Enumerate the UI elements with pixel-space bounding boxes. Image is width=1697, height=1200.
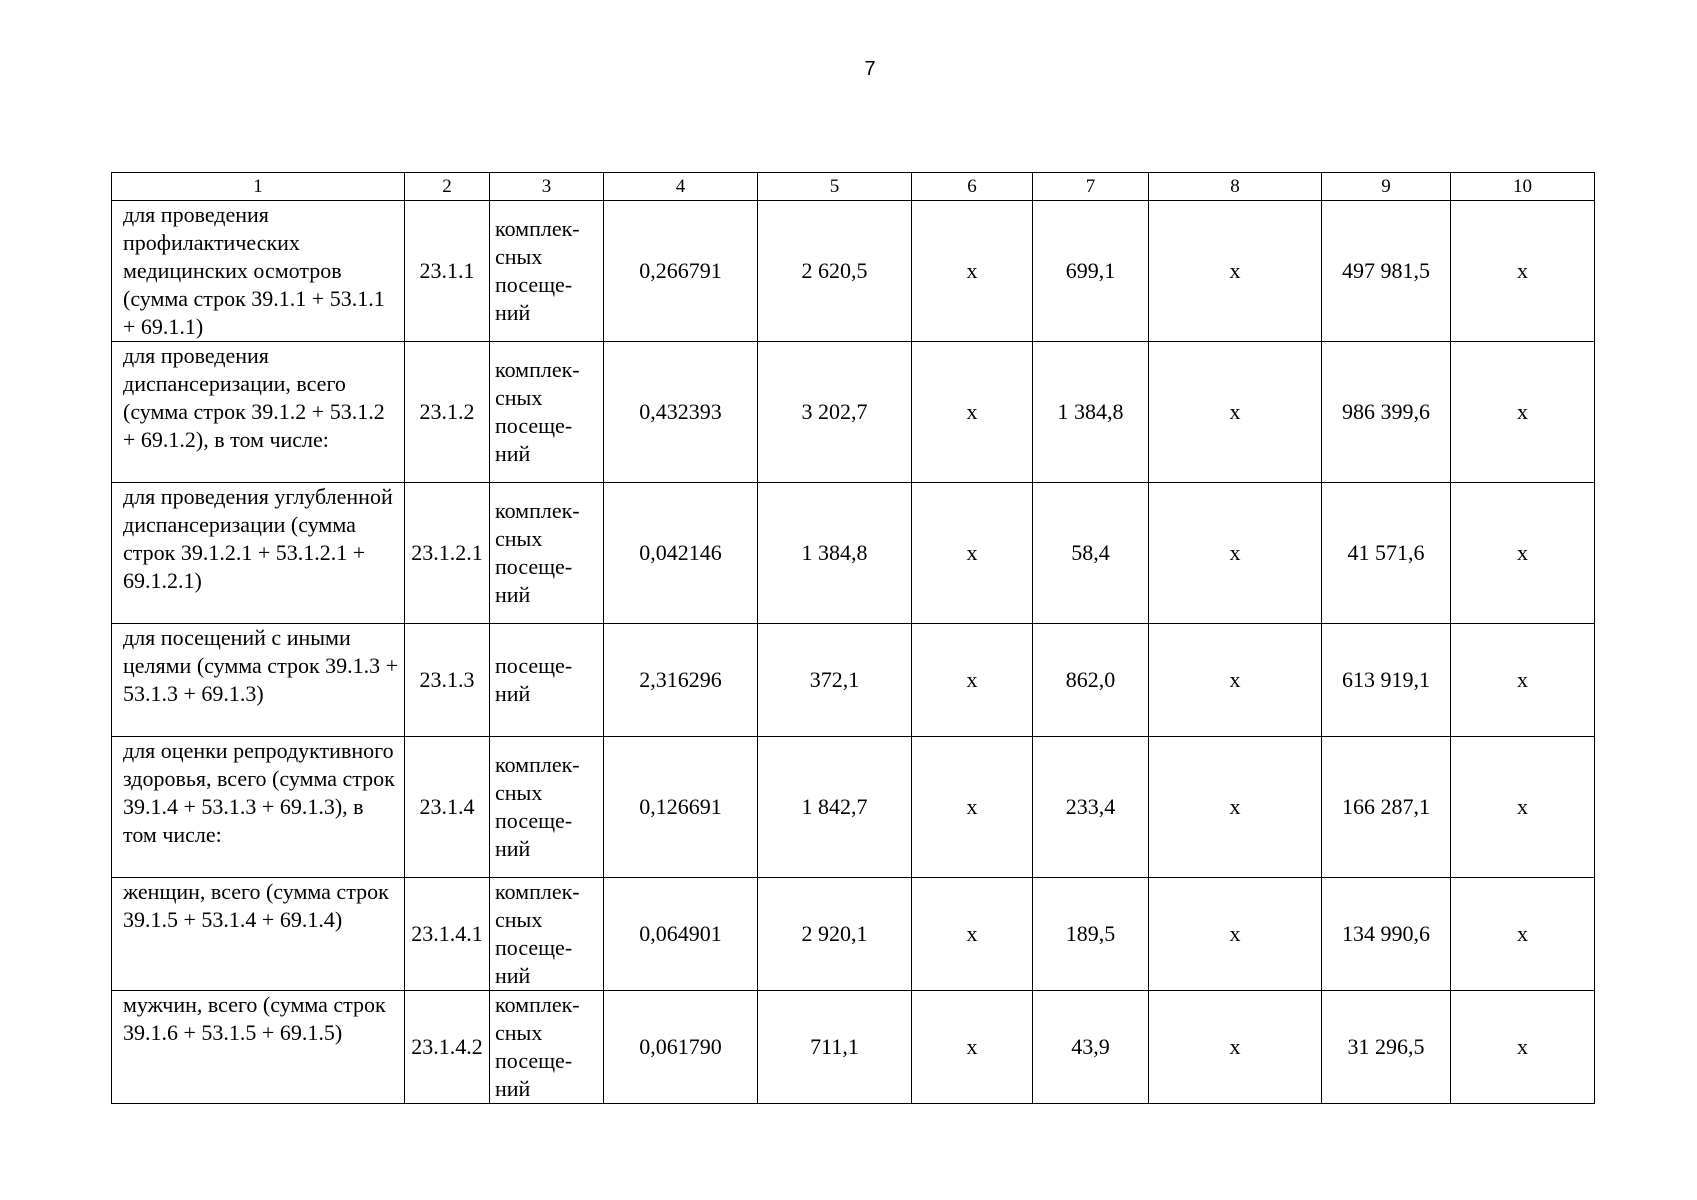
row-value-col8: х [1149, 201, 1322, 342]
table-row [112, 342, 1595, 483]
row-value-col6: х [912, 342, 1033, 483]
column-number: 9 [1322, 173, 1451, 201]
row-value-col6: х [912, 624, 1033, 737]
row-code: 23.1.1 [405, 201, 490, 342]
row-value-col4: 0,266791 [604, 201, 758, 342]
row-value-col7: 1 384,8 [1033, 342, 1149, 483]
row-unit: посеще-ний [490, 624, 604, 737]
row-value-col5: 2 620,5 [758, 201, 912, 342]
row-value-col7: 699,1 [1033, 201, 1149, 342]
row-value-col7: 862,0 [1033, 624, 1149, 737]
row-value-col10: х [1451, 483, 1595, 624]
row-unit: комплек-сных посеще-ний [490, 342, 604, 483]
row-value-col5: 372,1 [758, 624, 912, 737]
row-value-col7: 233,4 [1033, 737, 1149, 878]
row-value-col9: 613 919,1 [1322, 624, 1451, 737]
row-value-col9: 497 981,5 [1322, 201, 1451, 342]
row-value-col4: 0,042146 [604, 483, 758, 624]
row-value-col9: 166 287,1 [1322, 737, 1451, 878]
row-value-col8: х [1149, 483, 1322, 624]
row-value-col8: х [1149, 624, 1322, 737]
table-row [112, 737, 1595, 878]
row-value-col9: 41 571,6 [1322, 483, 1451, 624]
row-code: 23.1.4 [405, 737, 490, 878]
column-number: 4 [604, 173, 758, 201]
row-unit: комплек-сных посеще-ний [490, 737, 604, 878]
row-unit: комплек-сных посеще-ний [490, 483, 604, 624]
row-code: 23.1.3 [405, 624, 490, 737]
row-name: мужчин, всего (сумма строк 39.1.6 + 53.1.5 + 69.1.5) [112, 991, 405, 1104]
row-value-col5: 2 920,1 [758, 878, 912, 991]
row-value-col7: 43,9 [1033, 991, 1149, 1104]
row-value-col4: 0,061790 [604, 991, 758, 1104]
row-name: для оценки репродуктивного здоровья, всего (сумма строк 39.1.4 + 53.1.3 + 69.1.3), в том числе: [112, 737, 405, 878]
row-value-col8: х [1149, 342, 1322, 483]
row-value-col4: 0,126691 [604, 737, 758, 878]
column-number: 6 [912, 173, 1033, 201]
row-code: 23.1.2.1 [405, 483, 490, 624]
row-value-col5: 3 202,7 [758, 342, 912, 483]
row-code: 23.1.2 [405, 342, 490, 483]
column-number: 1 [112, 173, 405, 201]
row-value-col10: х [1451, 624, 1595, 737]
data-table [111, 172, 1595, 1104]
row-name: для проведения углубленной диспансеризации (сумма строк 39.1.2.1 + 53.1.2.1 + 69.1.2.1) [112, 483, 405, 624]
column-number: 8 [1149, 173, 1322, 201]
row-unit: комплек-сных посеще-ний [490, 991, 604, 1104]
row-unit: комплек-сных посеще-ний [490, 878, 604, 991]
row-name: для посещений с иными целями (сумма строк 39.1.3 + 53.1.3 + 69.1.3) [112, 624, 405, 737]
row-value-col9: 31 296,5 [1322, 991, 1451, 1104]
row-name: для проведения диспансеризации, всего (сумма строк 39.1.2 + 53.1.2 + 69.1.2), в том числе: [112, 342, 405, 483]
row-value-col4: 0,064901 [604, 878, 758, 991]
row-value-col7: 58,4 [1033, 483, 1149, 624]
table-row [112, 201, 1595, 342]
row-name: для проведения профилактических медицинских осмотров (сумма строк 39.1.1 + 53.1.1 + 69.1.1) [112, 201, 405, 342]
row-name: женщин, всего (сумма строк 39.1.5 + 53.1.4 + 69.1.4) [112, 878, 405, 991]
row-value-col6: х [912, 483, 1033, 624]
row-code: 23.1.4.1 [405, 878, 490, 991]
row-value-col10: х [1451, 201, 1595, 342]
row-value-col9: 986 399,6 [1322, 342, 1451, 483]
row-value-col5: 1 384,8 [758, 483, 912, 624]
row-value-col10: х [1451, 342, 1595, 483]
row-unit: комплек-сных посеще-ний [490, 201, 604, 342]
row-value-col6: х [912, 201, 1033, 342]
row-value-col6: х [912, 878, 1033, 991]
column-number: 5 [758, 173, 912, 201]
row-value-col10: х [1451, 878, 1595, 991]
row-value-col4: 2,316296 [604, 624, 758, 737]
row-value-col8: х [1149, 737, 1322, 878]
column-number-row [112, 173, 1595, 201]
table-row [112, 483, 1595, 624]
row-value-col6: х [912, 991, 1033, 1104]
row-value-col5: 1 842,7 [758, 737, 912, 878]
table-row [112, 878, 1595, 991]
column-number: 3 [490, 173, 604, 201]
row-value-col6: х [912, 737, 1033, 878]
column-number: 2 [405, 173, 490, 201]
row-value-col10: х [1451, 991, 1595, 1104]
page-number: 7 [864, 58, 876, 80]
table-row [112, 624, 1595, 737]
row-value-col10: х [1451, 737, 1595, 878]
row-value-col4: 0,432393 [604, 342, 758, 483]
row-value-col5: 711,1 [758, 991, 912, 1104]
row-value-col9: 134 990,6 [1322, 878, 1451, 991]
row-code: 23.1.4.2 [405, 991, 490, 1104]
column-number: 7 [1033, 173, 1149, 201]
column-number: 10 [1451, 173, 1595, 201]
row-value-col8: х [1149, 878, 1322, 991]
row-value-col7: 189,5 [1033, 878, 1149, 991]
row-value-col8: х [1149, 991, 1322, 1104]
table-row [112, 991, 1595, 1104]
